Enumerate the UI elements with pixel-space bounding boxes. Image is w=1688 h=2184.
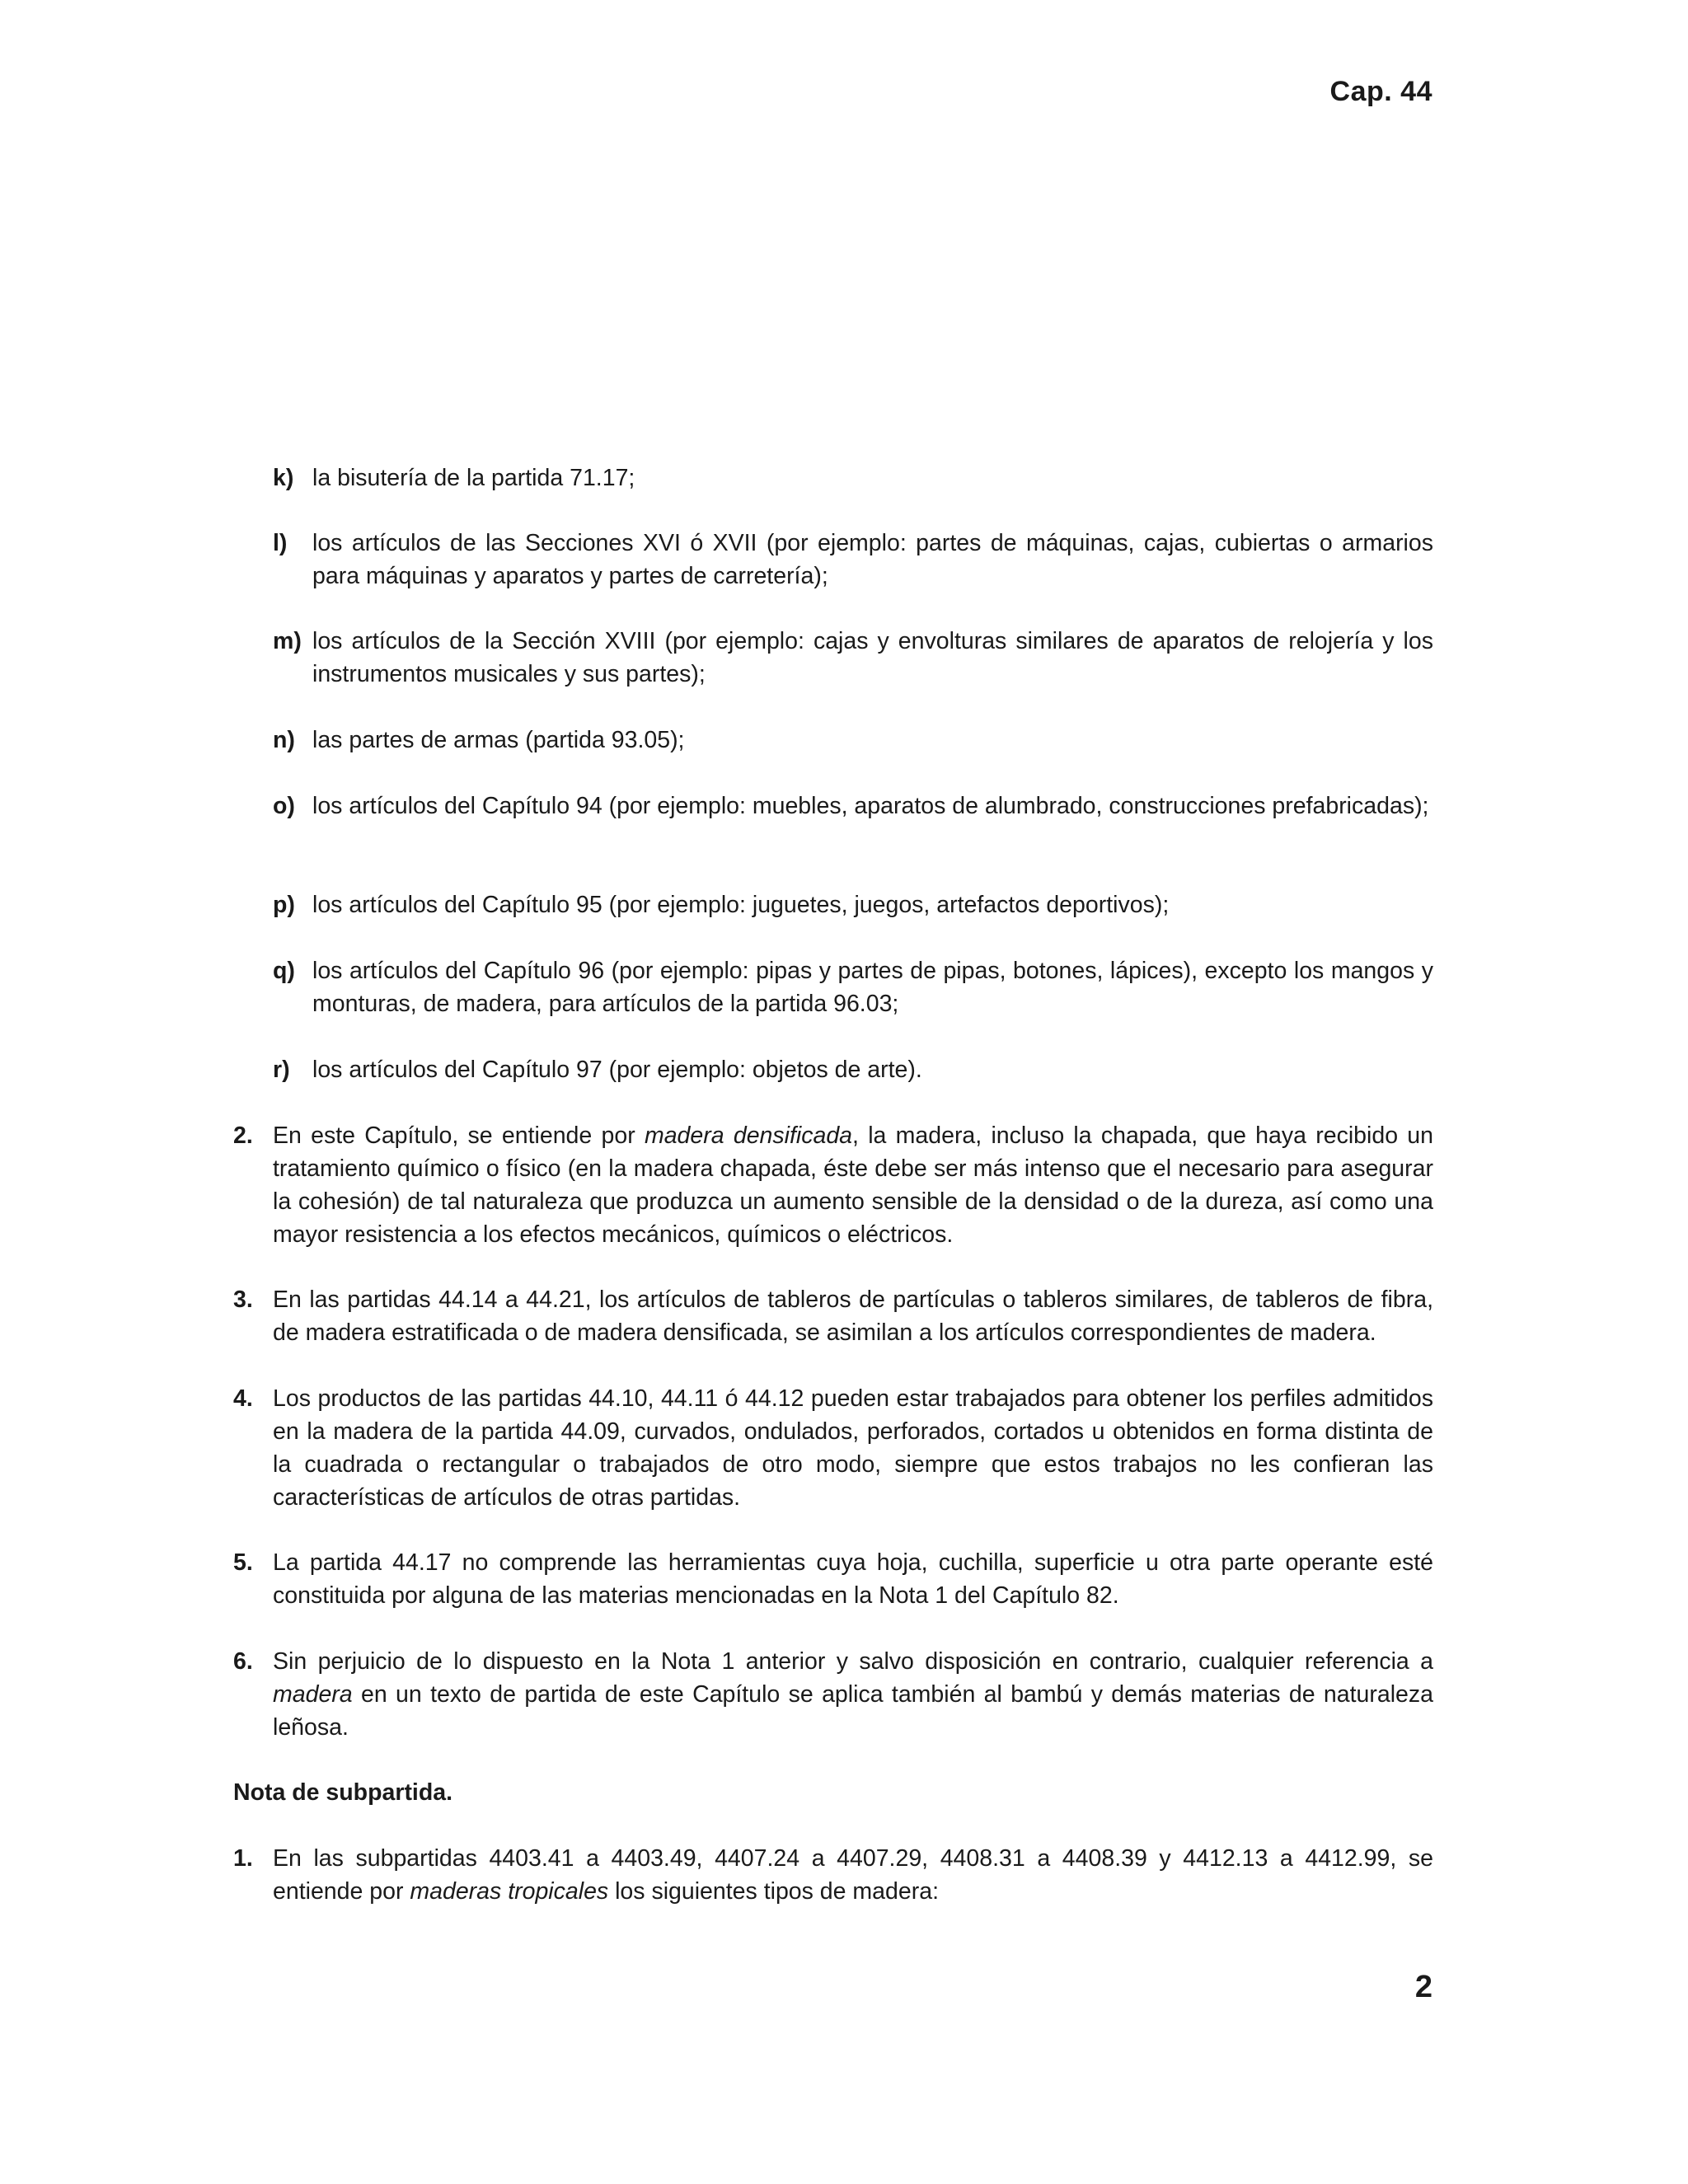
list-item-l: [273, 527, 1433, 593]
text-run: En este Capítulo, se entiende por: [273, 1122, 645, 1149]
page-number: 2: [1414, 1970, 1432, 2004]
text-run: los siguientes tipos de madera:: [608, 1878, 939, 1905]
list-item-k: [273, 462, 1433, 494]
list-marker: m): [273, 628, 302, 654]
list-item-m: [273, 625, 1433, 691]
list-marker: r): [273, 1057, 290, 1083]
note-2: [233, 1119, 1433, 1251]
text-run: En las subpartidas 4403.41 a 4403.49, 4407.24 a 4407.29, 4408.31 a 4408.39 y 4412.13 a 4412.99, se entiende por: [273, 1845, 1433, 1905]
note-text: [273, 1645, 1433, 1744]
list-marker: n): [273, 727, 295, 753]
note-text: [273, 1842, 1433, 1908]
text-run: La partida 44.17 no comprende las herramientas cuya hoja, cuchilla, superficie u otra parte operante esté constituida por alguna de las materias mencionadas en la Nota 1 del Capítulo 82.: [273, 1549, 1433, 1609]
text-run: los artículos del Capítulo 94 (por ejemplo: muebles, aparatos de alumbrado, construcciones prefabricadas);: [312, 793, 1429, 819]
emphasized-term: maderas tropicales: [410, 1878, 609, 1905]
list-item-text: [312, 790, 1433, 823]
list-item-text: [312, 527, 1433, 593]
text-run: las partes de armas (partida 93.05);: [312, 727, 685, 753]
note-number: 3.: [233, 1286, 253, 1313]
subheading-nota-de-subpartida: Nota de subpartida.: [233, 1779, 453, 1806]
list-item-q: [273, 954, 1433, 1020]
chapter-header: Cap. 44: [1329, 76, 1432, 107]
text-run: Los productos de las partidas 44.10, 44.11 ó 44.12 pueden estar trabajados para obtener los perfiles admitidos en la madera de la partida 44.09, curvados, ondulados, perforados, cortados u obtenidos en forma distinta de la cuadrada o rectangular o trabajados de otro modo, siempre que estos trabajos no les confieran las características de artículos de otras partidas.: [273, 1385, 1433, 1511]
note-number: 4.: [233, 1385, 253, 1412]
text-run: los artículos del Capítulo 95 (por ejemplo: juguetes, juegos, artefactos deportivos);: [312, 892, 1170, 918]
list-item-text: [312, 954, 1433, 1020]
text-run: los artículos del Capítulo 97 (por ejemplo: objetos de arte).: [312, 1057, 922, 1083]
note-text: [273, 1382, 1433, 1514]
list-item-o: [273, 790, 1433, 823]
list-item-p: [273, 888, 1433, 921]
note-3: [233, 1283, 1433, 1349]
list-marker: k): [273, 465, 294, 491]
emphasized-term: madera densificada: [644, 1122, 853, 1149]
list-marker: o): [273, 793, 295, 819]
note-number: 2.: [233, 1122, 253, 1149]
list-marker: p): [273, 892, 295, 918]
note-text: [273, 1283, 1433, 1349]
note-6: [233, 1645, 1433, 1744]
text-run: , la madera, incluso la chapada, que haya recibido un tratamiento químico o físico (en la madera chapada, éste debe ser más intenso que el necesario para asegurar la cohesión) de tal naturaleza que produzca un aumento sensible de la densidad o de la dureza, así como una mayor resistencia a los efectos mecánicos, químicos o eléctricos.: [273, 1122, 1433, 1248]
text-run: la bisutería de la partida 71.17;: [312, 465, 635, 491]
text-run: los artículos de las Secciones XVI ó XVII (por ejemplo: partes de máquinas, cajas, cubiertas o armarios para máquinas y aparatos y partes de carretería);: [312, 530, 1433, 589]
list-item-text: [312, 625, 1433, 691]
list-marker: q): [273, 958, 295, 984]
list-marker: l): [273, 530, 288, 556]
list-item-text: [312, 724, 1433, 757]
note-5: [233, 1546, 1433, 1612]
note-text: [273, 1546, 1433, 1612]
list-item-text: [312, 1053, 1433, 1086]
note-number: 6.: [233, 1648, 253, 1675]
text-run: los artículos del Capítulo 96 (por ejemplo: pipas y partes de pipas, botones, lápices), excepto los mangos y monturas, de madera, para artículos de la partida 96.03;: [312, 958, 1433, 1017]
text-run: en un texto de partida de este Capítulo se aplica también al bambú y demás materias de naturaleza leñosa.: [273, 1681, 1433, 1741]
list-item-text: [312, 462, 1433, 494]
list-item-text: [312, 888, 1433, 921]
subpartida-note-1: [233, 1842, 1433, 1908]
list-item-r: [273, 1053, 1433, 1086]
note-number: 5.: [233, 1549, 253, 1576]
text-run: Sin perjuicio de lo dispuesto en la Nota 1 anterior y salvo disposición en contrario, cualquier referencia a: [273, 1648, 1433, 1675]
emphasized-term: madera: [273, 1681, 353, 1708]
text-run: los artículos de la Sección XVIII (por ejemplo: cajas y envolturas similares de aparatos de relojería y los instrumentos musicales y sus partes);: [312, 628, 1433, 687]
note-4: [233, 1382, 1433, 1514]
list-item-n: [273, 724, 1433, 757]
text-run: En las partidas 44.14 a 44.21, los artículos de tableros de partículas o tableros similares, de tableros de fibra, de madera estratificada o de madera densificada, se asimilan a los artículos correspondientes de madera.: [273, 1286, 1433, 1346]
note-number: 1.: [233, 1845, 253, 1872]
note-text: [273, 1119, 1433, 1251]
